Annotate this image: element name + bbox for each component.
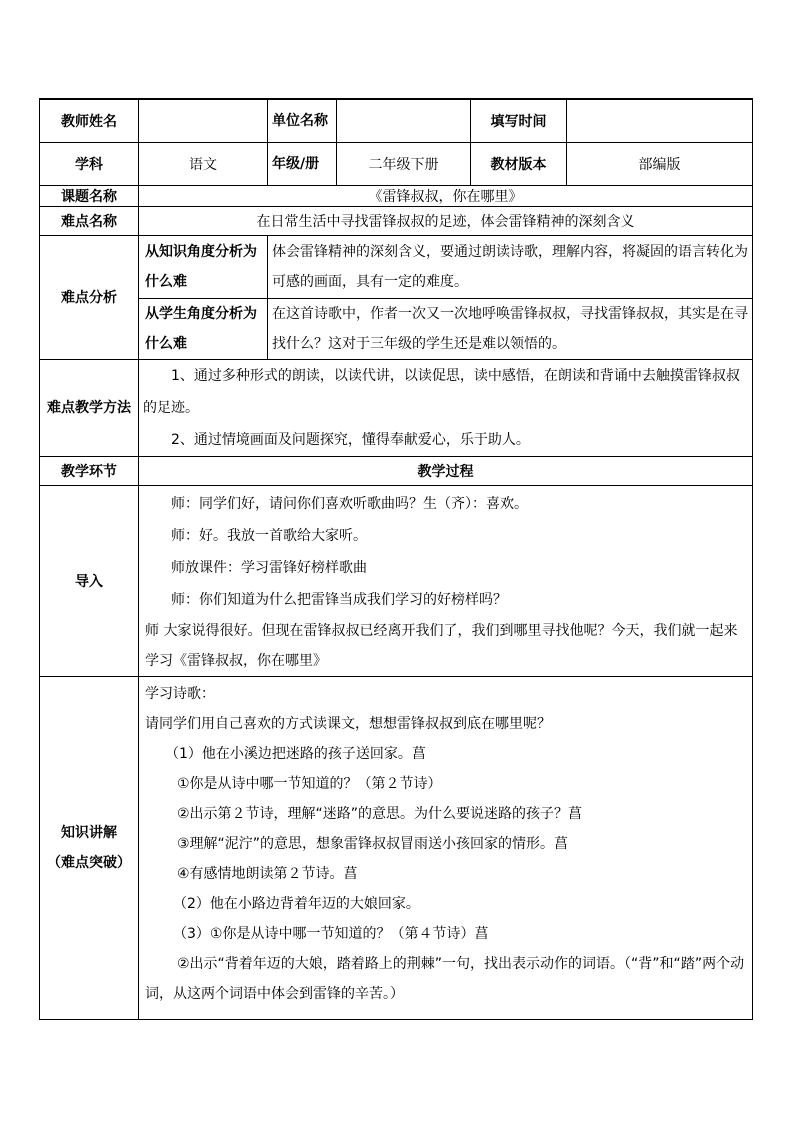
row-subject [40, 142, 753, 185]
textbook-label: 教材版本 [471, 142, 567, 185]
analysis-label: 难点分析 [40, 235, 139, 359]
row-analysis-knowledge [40, 235, 753, 298]
knowledge-content [139, 676, 753, 1019]
knowledge-line: 学习诗歌： [145, 685, 215, 702]
knowledge-line: （2）他在小路边背着年迈的大娘回家。 [173, 895, 420, 912]
fill-time-label: 填写时间 [471, 99, 567, 142]
difficulty-value: 在日常生活中寻找雷锋叔叔的足迹，体会雷锋精神的深刻含义 [139, 206, 753, 235]
knowledge-line: （3）①你是从诗中哪一节知道的？（第４节诗）菖 [173, 925, 489, 942]
row-method [40, 359, 753, 456]
intro-line: 师：你们知道为什么把雷锋当成我们学习的好榜样吗？ [171, 591, 507, 608]
intro-line: 师：好。我放一首歌给大家听。 [171, 527, 367, 544]
row-difficulty [40, 206, 753, 235]
intro-content [139, 485, 753, 676]
method-item: 1、通过多种形式的朗读，以读代讲，以读促思，读中感悟，在朗读和背诵中去触摸雷锋叔叔的足迹。 [143, 367, 740, 416]
student-angle-label: 从学生角度分析为什么难 [139, 298, 268, 359]
knowledge-line: ②出示“背着年迈的大娘，踏着路上的荆棘”一句，找出表示动作的词语。（“背”和“踏”两个动词，从这两个词语中体会到雷锋的辛苦。） [145, 955, 745, 1002]
stage-header: 教学环节 [40, 456, 139, 485]
row-lesson-title [40, 185, 753, 206]
knowledge-line: （1）他在小溪边把迷路的孩子送回家。菖 [165, 745, 426, 762]
knowledge-label: 知识讲解 [61, 824, 117, 841]
intro-label: 导入 [40, 485, 139, 676]
method-item: 2、通过情境画面及问题探究，懂得奉献爱心，乐于助人。 [171, 431, 530, 448]
lesson-label: 课题名称 [40, 185, 139, 206]
method-label: 难点教学方法 [40, 359, 139, 456]
process-header: 教学过程 [139, 456, 753, 485]
grade-label: 年级/册 [268, 142, 337, 185]
knowledge-line: ②出示第２节诗，理解“迷路”的意思。为什么要说迷路的孩子？菖 [177, 805, 583, 822]
subject-label: 学科 [40, 142, 139, 185]
lesson-plan-table [39, 98, 753, 1020]
method-content [139, 359, 753, 456]
knowledge-label-cell [40, 676, 139, 1019]
grade-value: 二年级下册 [337, 142, 471, 185]
knowledge-angle-text: 体会雷锋精神的深刻含义，要通过朗读诗歌，理解内容，将凝固的语言转化为可感的画面，具有一定的难度。 [268, 235, 753, 298]
teacher-name-label: 教师姓名 [40, 99, 139, 142]
difficulty-label: 难点名称 [40, 206, 139, 235]
unit-name-value [337, 99, 471, 142]
knowledge-line: 请同学们用自己喜欢的方式读课文，想想雷锋叔叔到底在哪里呢？ [145, 715, 551, 732]
knowledge-sublabel: （难点突破） [47, 854, 131, 871]
intro-line: 师 大家说得很好。但现在雷锋叔叔已经离开我们了，我们到哪里寻找他呢？今天，我们就一起来学习《雷锋叔叔，你在哪里》 [145, 622, 738, 669]
textbook-value: 部编版 [567, 142, 753, 185]
fill-time-value [567, 99, 753, 142]
unit-name-label: 单位名称 [268, 99, 337, 142]
subject-value: 语文 [139, 142, 268, 185]
row-process-header [40, 456, 753, 485]
row-teacher [40, 99, 753, 142]
lesson-title: 《雷锋叔叔，你在哪里》 [139, 185, 753, 206]
student-angle-text: 在这首诗歌中，作者一次又一次地呼唤雷锋叔叔，寻找雷锋叔叔，其实是在寻找什么？这对于三年级的学生还是难以领悟的。 [268, 298, 753, 359]
knowledge-line: ④有感情地朗读第２节诗。菖 [177, 865, 358, 882]
intro-line: 师放课件：学习雷锋好榜样歌曲 [171, 559, 367, 576]
teacher-name-value [139, 99, 268, 142]
knowledge-angle-label: 从知识角度分析为什么难 [139, 235, 268, 298]
knowledge-line: ③理解“泥泞”的意思，想象雷锋叔叔冒雨送小孩回家的情形。菖 [177, 835, 569, 852]
knowledge-line: ①你是从诗中哪一节知道的？（第２节诗） [177, 775, 442, 792]
intro-line: 师：同学们好，请问你们喜欢听歌曲吗？生（齐）：喜欢。 [171, 495, 528, 512]
row-analysis-student [40, 298, 753, 359]
row-knowledge [40, 676, 753, 1019]
row-intro [40, 485, 753, 676]
